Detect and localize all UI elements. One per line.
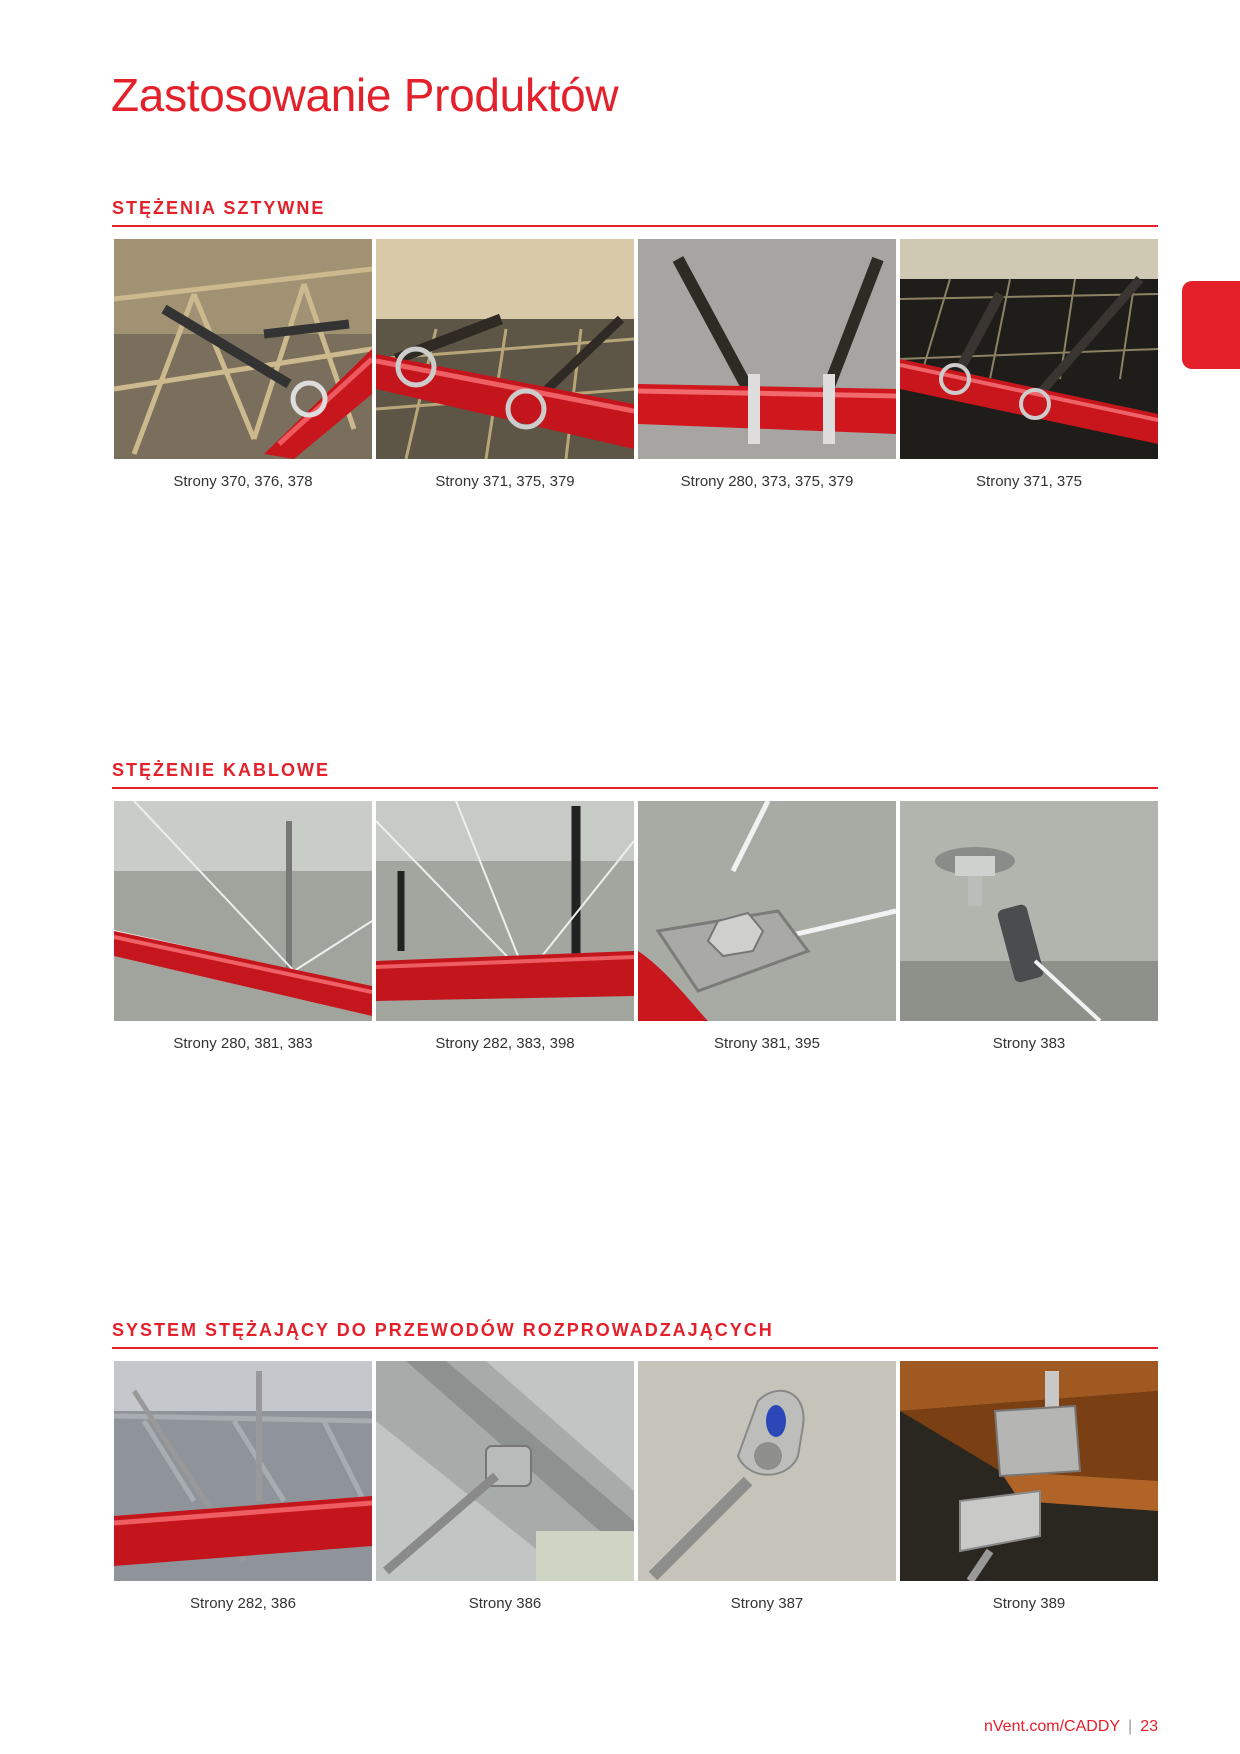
product-card: [638, 801, 896, 1052]
page-reference: Strony 371, 375, 379: [435, 473, 575, 490]
page-reference: Strony 383: [992, 1035, 1066, 1052]
cable-bracket-closeup-photo: [638, 801, 896, 1021]
page-reference: Strony 370, 376, 378: [173, 473, 313, 490]
product-card: [900, 239, 1158, 490]
cable-ceiling-anchor-photo: [900, 801, 1158, 1021]
rigid-brace-concrete-pipe-photo: [638, 239, 896, 459]
page-footer: [984, 1718, 1158, 1736]
product-card: [638, 1361, 896, 1612]
footer-website: nVent.com/CADDY: [983, 1718, 1121, 1735]
page-title: Zastosowanie Produktów: [111, 69, 619, 121]
product-card: [376, 801, 634, 1052]
page-reference: Strony 381, 395: [714, 1035, 820, 1052]
cable-brace-rod-pipe-photo: [376, 801, 634, 1021]
section-rigid-bracing: [112, 198, 1158, 509]
section-branch-line-bracing: [112, 1320, 1158, 1631]
rigid-brace-beam-pipe-photo: [376, 239, 634, 459]
product-card: [376, 1361, 634, 1612]
page-reference: Strony 282, 386: [190, 1595, 296, 1612]
page-number: 23: [1140, 1718, 1158, 1735]
page-reference: Strony 389: [992, 1595, 1066, 1612]
photo-row: [112, 1361, 1158, 1631]
chapter-tab: [1182, 281, 1240, 369]
section-cable-bracing: [112, 760, 1158, 1071]
page-reference: Strony 282, 383, 398: [435, 1035, 575, 1052]
product-card: [114, 801, 372, 1052]
footer-divider: |: [1128, 1718, 1133, 1735]
branch-line-wall-attachment-photo: [638, 1361, 896, 1581]
photo-row: [112, 801, 1158, 1071]
product-card: [900, 801, 1158, 1052]
section-heading: SYSTEM STĘŻAJĄCY DO PRZEWODÓW ROZPROWADZAJĄCYCH: [112, 1320, 1158, 1349]
product-card: [114, 1361, 372, 1612]
rigid-brace-joist-pipe-photo: [900, 239, 1158, 459]
page-reference: Strony 280, 381, 383: [173, 1035, 313, 1052]
page-reference: Strony 280, 373, 375, 379: [680, 473, 854, 490]
rigid-brace-truss-pipe-photo: [114, 239, 372, 459]
beam-clamp-attachment-photo: [900, 1361, 1158, 1581]
branch-line-restraint-photo: [114, 1361, 372, 1581]
product-card: [638, 239, 896, 490]
branch-line-beam-attachment-photo: [376, 1361, 634, 1581]
section-heading: STĘŻENIE KABLOWE: [112, 760, 1158, 789]
page-reference: Strony 371, 375: [976, 473, 1082, 490]
photo-row: [112, 239, 1158, 509]
cable-brace-wall-pipe-photo: [114, 801, 372, 1021]
product-card: [114, 239, 372, 490]
product-card: [900, 1361, 1158, 1612]
section-heading: STĘŻENIA SZTYWNE: [112, 198, 1158, 227]
page-reference: Strony 386: [468, 1595, 542, 1612]
page-reference: Strony 387: [730, 1595, 804, 1612]
product-card: [376, 239, 634, 490]
